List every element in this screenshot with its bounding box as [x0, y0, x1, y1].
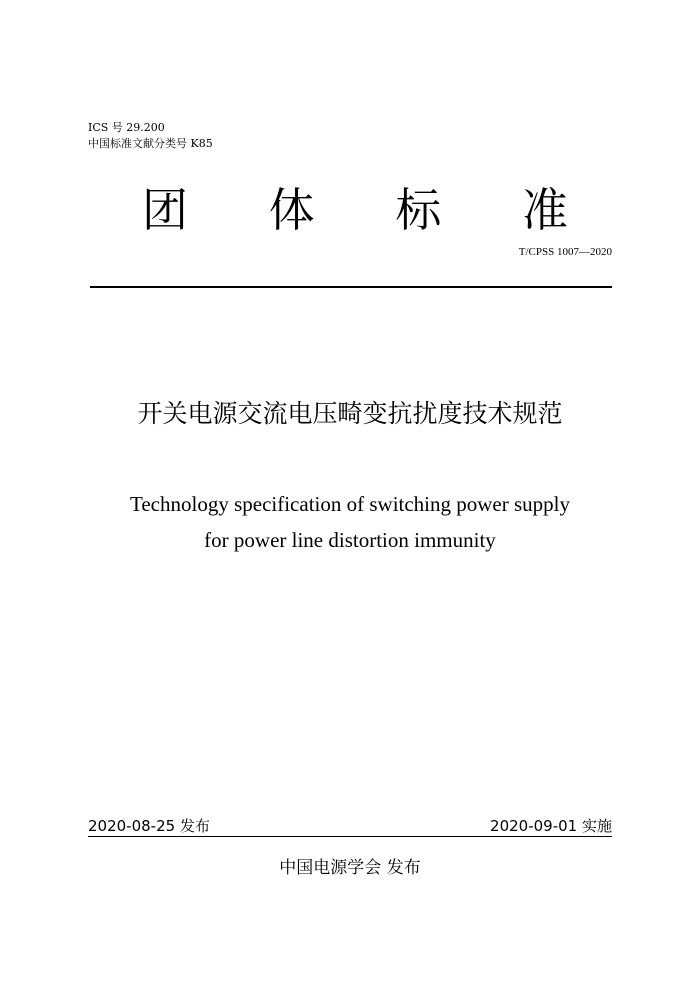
- standard-number: T/CPSS 1007—2020: [518, 246, 612, 258]
- doc-type-char: 准: [521, 183, 568, 237]
- ccs-number: 中国标准文献分类号 K85: [88, 137, 213, 150]
- english-title-line: for power line distortion immunity: [204, 528, 496, 552]
- chinese-title: 开关电源交流电压畸变抗扰度技术规范: [137, 399, 563, 428]
- doc-type-char: 标: [395, 183, 442, 237]
- doc-type-char: 团: [142, 183, 188, 237]
- english-title-line: Technology specification of switching power supply: [129, 492, 570, 516]
- issue-date: 2020-08-25 发布: [88, 817, 210, 835]
- top-divider: [90, 286, 612, 288]
- publisher: 中国电源学会 发布: [279, 858, 421, 878]
- document-type-heading: [140, 180, 570, 240]
- classification-block: [88, 120, 213, 152]
- implementation-date: 2020-09-01 实施: [490, 817, 612, 835]
- english-title: [0, 486, 700, 558]
- bottom-divider: [88, 836, 612, 837]
- date-row: [88, 817, 612, 837]
- ics-number: ICS 号 29.200: [88, 121, 165, 134]
- doc-type-char: 体: [268, 183, 315, 237]
